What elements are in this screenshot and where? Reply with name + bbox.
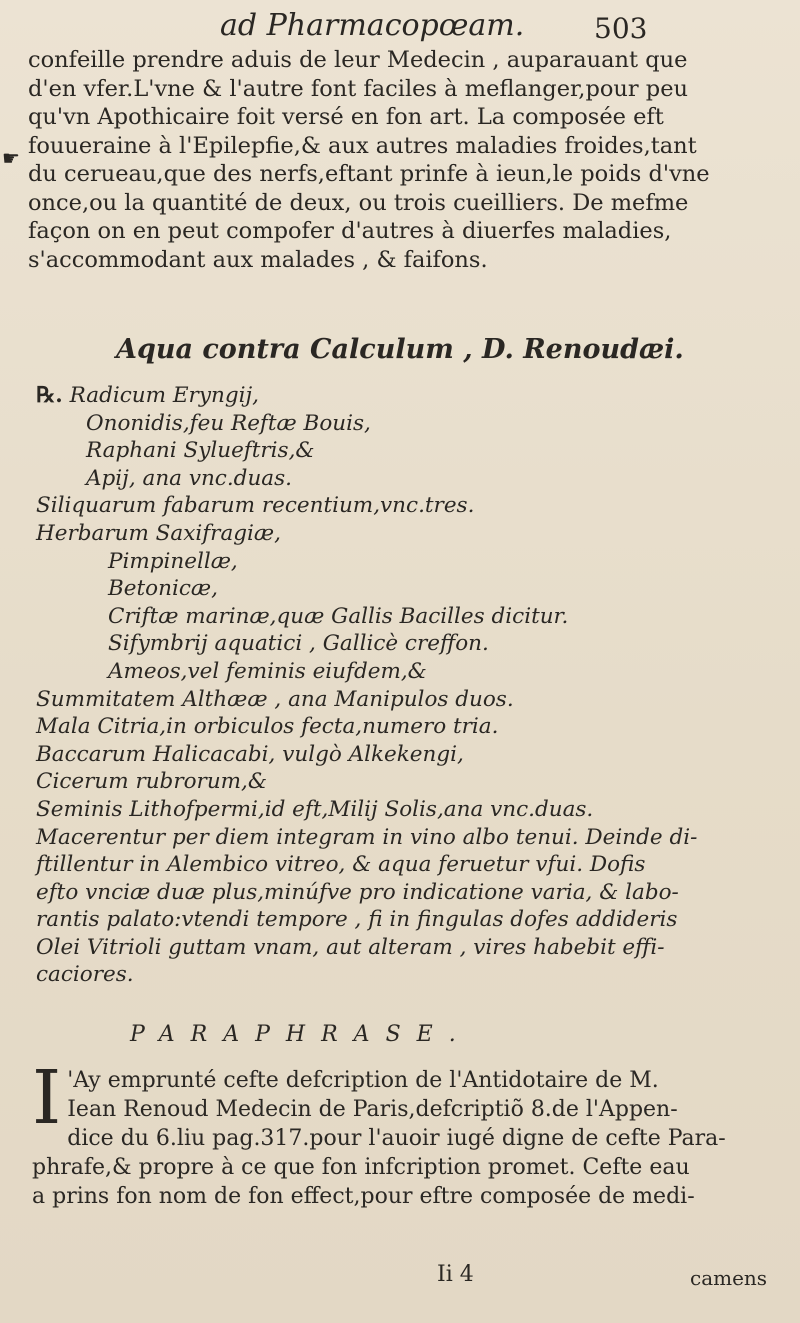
ingredient: Sifymbrij aquatici , Gallicè creffon. — [108, 631, 489, 657]
instruction-line: ftillentur in Alembico vitreo, & aqua feruetur vfui. Dofis — [36, 852, 646, 878]
drop-cap: I — [32, 1055, 62, 1141]
instruction-line: rantis palato:vtendi tempore , fi in fingulas dofes addideris — [36, 907, 678, 933]
text-line: s'accommodant aux malades , & faifons. — [28, 246, 488, 273]
intro-paragraph — [28, 46, 710, 274]
recipe-line — [30, 382, 800, 410]
text-line: 'Ay emprunté cefte defcription de l'Antidotaire de M. — [67, 1068, 659, 1093]
text-line: façon on en peut compofer d'autres à diuerfes maladies, — [28, 218, 672, 244]
ingredient: Ameos,vel feminis eiufdem,& — [108, 658, 427, 684]
text-line: du cerueau,que des nerfs,eftant prinfe à ieun,le poids d'vne — [28, 161, 710, 187]
text-line: dice du 6.liu pag.317.pour l'auoir iugé digne de cefte Para- — [67, 1126, 726, 1151]
ingredient: Herbarum Saxifragiæ, — [36, 520, 281, 546]
instruction-line: Olei Vitrioli guttam vnam, aut alteram , vires habebit effi- — [36, 934, 665, 960]
text-line: qu'vn Apothicaire foit versé en fon art. La composée eft — [28, 104, 664, 130]
ingredient: Apij, ana vnc.duas. — [86, 465, 292, 491]
paraphrase-paragraph — [32, 1055, 726, 1211]
recipe-list — [30, 382, 800, 989]
recipe-title: Aqua contra Calculum , D. Renoudæi. — [116, 334, 684, 365]
text-line: a prins fon nom de fon effect,pour eftre composée de medi- — [32, 1184, 695, 1209]
ingredient: Seminis Lithofpermi,id eft,Milij Solis,ana vnc.duas. — [36, 796, 594, 822]
page-number: 503 — [594, 12, 648, 45]
ingredient: Ononidis,feu Reftæ Bouis, — [86, 410, 371, 436]
instruction-line: efto vnciæ duæ plus,minúfve pro indicatione varia, & labo- — [36, 879, 679, 905]
ingredient: Pimpinellæ, — [108, 548, 238, 574]
text-line: d'en vfer.L'vne & l'autre font faciles à meflanger,pour peu — [28, 75, 689, 102]
instruction-line: Macerentur per diem integram in vino albo tenui. Deinde di- — [36, 824, 698, 850]
ingredient: Criftæ marinæ,quæ Gallis Bacilles dicitur. — [108, 603, 569, 629]
signature-mark: Ii 4 — [437, 1262, 474, 1287]
text-line: confeille prendre aduis de leur Medecin , auparauant que — [28, 47, 688, 73]
text-line: Iean Renoud Medecin de Paris,defcriptiõ 8.de l'Appen- — [67, 1097, 678, 1122]
ingredient: Mala Citria,in orbiculos fecta,numero tria. — [36, 714, 499, 740]
rx-symbol: ℞. — [36, 383, 63, 408]
paraphrase-heading: PARAPHRASE. — [130, 1022, 472, 1047]
ingredient: Cicerum rubrorum,& — [36, 769, 268, 795]
ingredient: Betonicæ, — [108, 576, 218, 602]
ingredient: Siliquarum fabarum recentium,vnc.tres. — [36, 493, 475, 519]
text-line: once,ou la quantité de deux, ou trois cueilliers. De mefme — [28, 189, 689, 216]
text-line: fouueraine à l'Epilepfie,& aux autres maladies froides,tant — [28, 132, 697, 159]
ingredient: Baccarum Halicacabi, vulgò Alkekengi, — [36, 741, 464, 767]
instruction-line: caciores. — [36, 962, 134, 988]
ingredient: Raphani Sylueftris,& — [86, 438, 315, 464]
ingredient: Radicum Eryngij, — [69, 383, 259, 408]
running-header: ad Pharmacopœam. — [220, 8, 525, 43]
margin-mark-icon: ☛ — [2, 146, 20, 170]
catchword: camens — [690, 1266, 768, 1290]
text-line: phrafe,& propre à ce que fon infcription promet. Cefte eau — [32, 1155, 690, 1180]
ingredient: Summitatem Althææ , ana Manipulos duos. — [36, 686, 514, 712]
